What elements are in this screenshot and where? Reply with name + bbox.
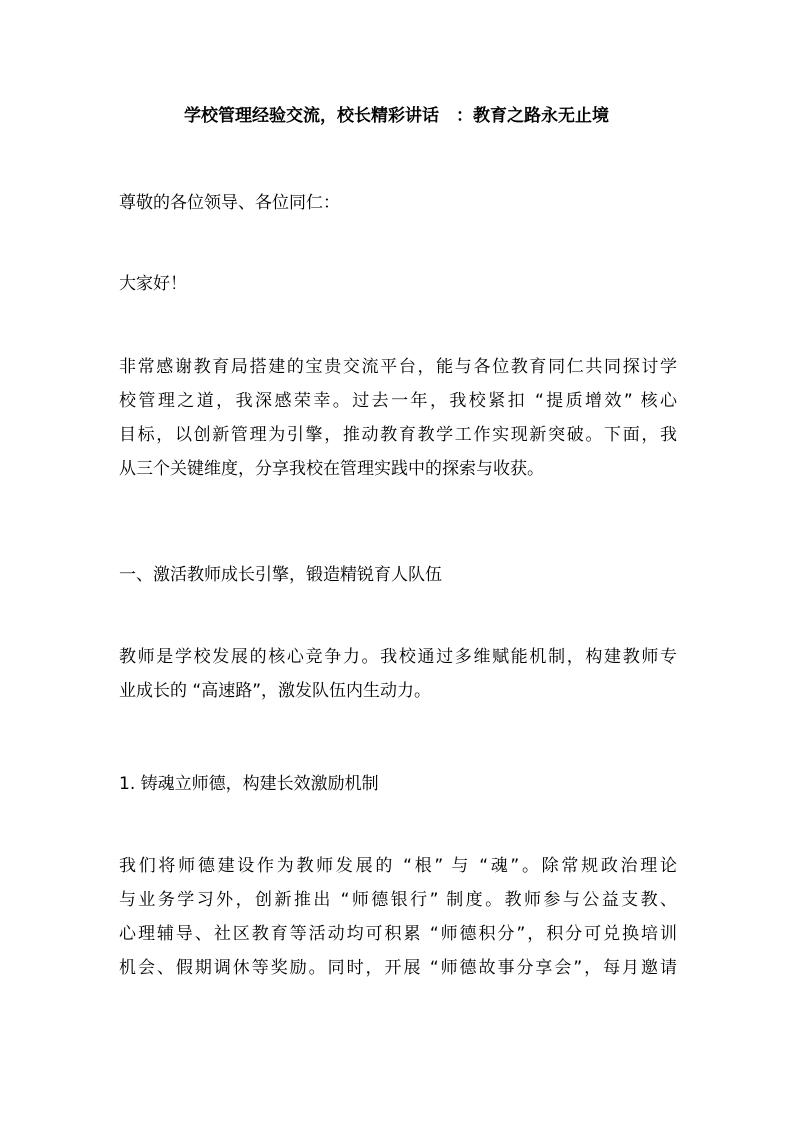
sub1-heading-line: 1. 铸魂立师德，构建长效激励机制	[119, 774, 379, 794]
section1-line-1: 教师是学校发展的核心竞争力。我校通过多维赋能机制，构建教师专	[119, 647, 677, 667]
section1-heading-line: 一、激活教师成长引擎，锻造精锐育人队伍	[119, 565, 442, 585]
greeting-paragraph	[119, 186, 677, 220]
hello-line: 大家好！	[119, 274, 187, 294]
sub1-line-3: 心理辅导、社区教育等活动均可积累 “师德积分”，积分可兑换培训	[119, 924, 677, 944]
intro-line-3: 目标，以创新管理为引擎，推动教育教学工作实现新突破。下面，我	[119, 425, 677, 445]
section1-line-2: 业成长的 “高速路”，激发队伍内生动力。	[119, 681, 432, 701]
intro-line-1: 非常感谢教育局搭建的宝贵交流平台，能与各位教育同仁共同探讨学	[119, 357, 677, 377]
section1-paragraph	[119, 640, 677, 708]
document-title: 学校管理经验交流，校长精彩讲话 ：教育之路永无止境	[184, 106, 609, 126]
hello-paragraph	[119, 267, 677, 301]
intro-line-4: 从三个关键维度，分享我校在管理实践中的探索与收获。	[119, 459, 544, 479]
greeting-line: 尊敬的各位领导、各位同仁：	[119, 193, 340, 213]
sub1-line-2: 与业务学习外，创新推出 “师德银行” 制度。教师参与公益支教、	[119, 890, 677, 910]
sub1-line-1: 我们将师德建设作为教师发展的 “根” 与 “魂”。除常规政治理论	[119, 856, 677, 876]
sub1-line-4: 机会、假期调休等奖励。同时，开展 “师德故事分享会”，每月邀请	[119, 958, 677, 978]
sub1-heading	[119, 767, 677, 801]
sub1-paragraph	[119, 849, 677, 985]
intro-paragraph	[119, 350, 677, 486]
intro-line-2: 校管理之道，我深感荣幸。过去一年，我校紧扣 “提质增效” 核心	[119, 391, 677, 411]
section1-heading	[119, 558, 677, 592]
